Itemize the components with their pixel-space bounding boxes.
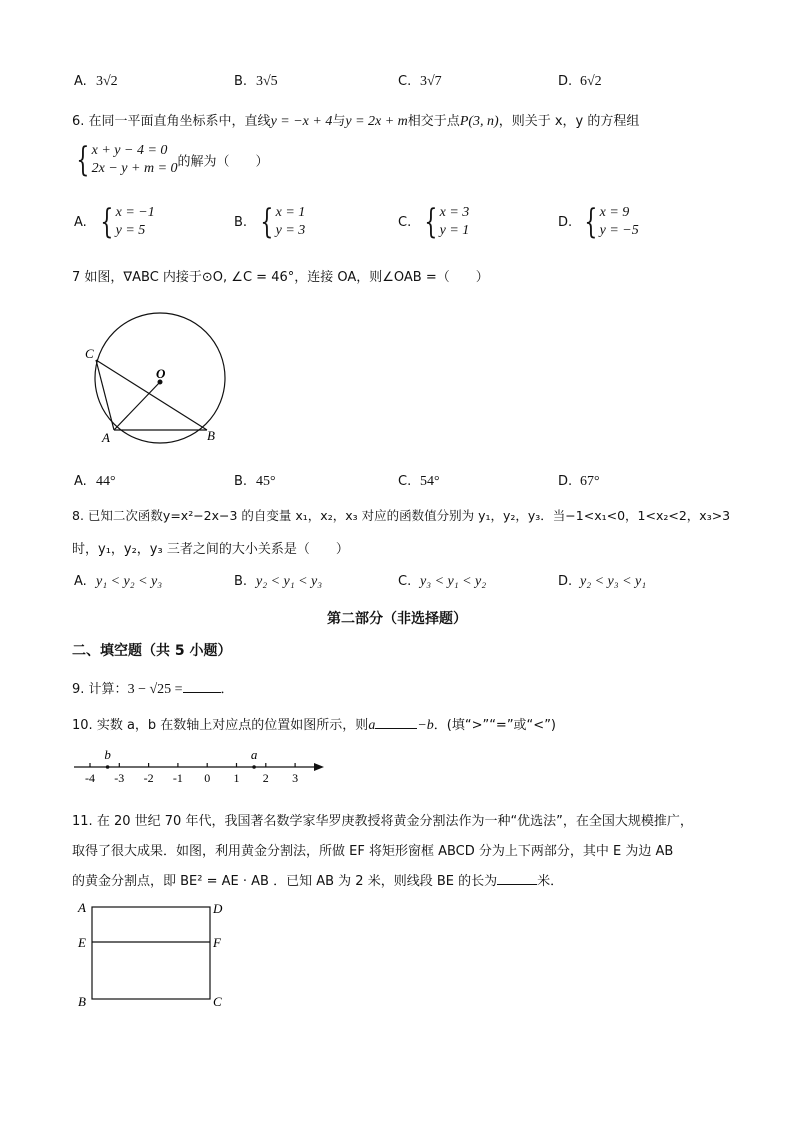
q6-option-c: C. { x = 3 y = 1	[398, 202, 470, 242]
label-b: B	[78, 994, 86, 1009]
label-a: A	[102, 430, 110, 445]
point-b-dot	[106, 765, 110, 769]
tick-label: 0	[204, 771, 211, 785]
q10-answer-blank[interactable]	[375, 728, 417, 729]
q6-stem: 6. 在同一平面直角坐标系中，直线y = −x + 4与y = 2x + m相交于点P(3, n)，则关于 x，y 的方程组	[72, 114, 640, 129]
q5-option-b: B. 3√5	[234, 74, 278, 89]
section2-title: 二、填空题（共 5 小题）	[72, 643, 232, 659]
q6-option-a: A. { x = −1 y = 5	[74, 202, 155, 242]
q11-stem-line3: 的黄金分割点，即 BE² = AE · AB ．已知 AB 为 2 米，则线段 BE 的长为 米．	[72, 874, 564, 889]
q9-answer-blank[interactable]	[183, 692, 221, 693]
q8-stem-line1: 8. 已知二次函数y=x²−2x−3 的自变量 x₁，x₂，x₃ 对应的函数值分别为 y₁，y₂，y₃．当−1<x₁<0，1<x₂<2，x₃>3	[72, 508, 731, 523]
point-a-label: a	[250, 747, 258, 762]
q6-option-d: D. { x = 9 y = −5	[558, 202, 639, 242]
point-a-dot	[252, 765, 256, 769]
segment-cb	[96, 360, 207, 430]
q8-stem-line2: 时，y₁，y₂，y₃ 三者之间的大小关系是（ ）	[72, 542, 349, 557]
q7-option-d: D. 67°	[558, 474, 600, 489]
segment-ca	[96, 360, 114, 430]
q11-rectangle-figure	[74, 896, 234, 1014]
label-a: A	[78, 900, 86, 915]
q6-system: { x + y − 4 = 0 2x − y + m = 0 的解为（ ）	[76, 140, 269, 180]
tick-label: 3	[292, 771, 299, 785]
q5-option-d: D. 6√2	[558, 74, 602, 89]
q8-option-d: D. y₂ < y₃ < y₁	[558, 574, 647, 589]
axis-arrow	[314, 763, 324, 771]
q8-option-b: B. y₂ < y₁ < y₃	[234, 574, 323, 589]
tick-label: -1	[172, 771, 183, 785]
q8-option-a: A. y₁ < y₂ < y₃	[74, 574, 163, 589]
tick-label: -3	[114, 771, 125, 785]
q10-stem: 10. 实数 a，b 在数轴上对应点的位置如图所示，则a −b．(填“>”“=”或“<”)	[72, 718, 556, 733]
q11-stem-line2: 取得了很大成果．如图，利用黄金分割法，所做 EF 将矩形窗框 ABCD 分为上下两部分，其中 E 为边 AB	[72, 844, 674, 859]
tick-label: 1	[233, 771, 240, 785]
point-b-label: b	[104, 747, 111, 762]
segment-oa	[114, 382, 160, 430]
q10-number-line	[70, 744, 332, 786]
label-c: C	[213, 994, 222, 1009]
q5-option-c: C. 3√7	[398, 74, 442, 89]
q5-option-a: A. 3√2	[74, 74, 118, 89]
label-e: E	[78, 935, 86, 950]
q7-option-b: B. 45°	[234, 474, 276, 489]
q11-answer-blank[interactable]	[497, 884, 537, 885]
label-c: C	[85, 346, 94, 361]
q7-option-a: A. 44°	[74, 474, 116, 489]
label-d: D	[213, 901, 223, 916]
tick-label: -2	[143, 771, 154, 785]
label-f: F	[213, 935, 221, 950]
q9-stem: 9. 计算：3 − √25 = ．	[72, 682, 234, 697]
part2-title: 第二部分（非选择题）	[327, 611, 467, 627]
rect-abcd	[92, 907, 210, 999]
q6-option-b: B. { x = 1 y = 3	[234, 202, 306, 242]
label-o: O	[156, 366, 166, 381]
tick-label: 2	[262, 771, 269, 785]
tick-label: -4	[85, 771, 95, 785]
q7-stem: 7 如图，∇ABC 内接于⊙O, ∠C = 46°，连接 OA，则∠OAB =（ ）	[72, 270, 489, 285]
q11-stem-line1: 11. 在 20 世纪 70 年代，我国著名数学家华罗庚教授将黄金分割法作为一种“优选法”，在全国大规模推广，	[72, 814, 693, 829]
label-b: B	[207, 428, 215, 443]
q7-option-c: C. 54°	[398, 474, 440, 489]
q8-option-c: C. y₃ < y₁ < y₂	[398, 574, 487, 589]
q7-circle-figure	[70, 310, 240, 450]
